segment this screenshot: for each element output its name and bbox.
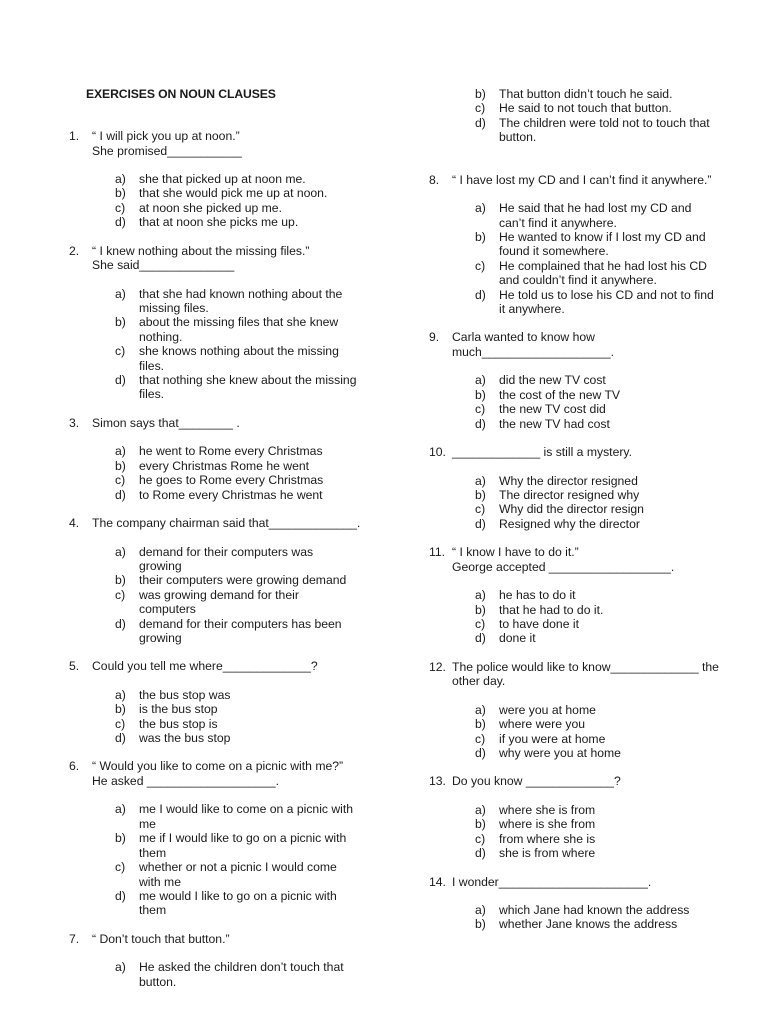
question [69, 932, 369, 989]
answer-option [115, 702, 359, 716]
option-letter: b) [115, 315, 126, 330]
option-text: Why the director resigned [499, 473, 638, 488]
option-letter: d) [475, 287, 486, 302]
question-number: 10. [429, 445, 446, 459]
option-letter: c) [115, 200, 126, 215]
option-letter: a) [115, 544, 126, 559]
answer-option [115, 459, 359, 473]
answer-option [475, 846, 719, 860]
options-list [475, 373, 729, 431]
option-text: he has to do it [499, 588, 576, 603]
option-text: to Rome every Christmas he went [139, 487, 323, 502]
answer-option [475, 917, 719, 931]
option-letter: c) [475, 502, 486, 517]
option-letter: d) [115, 731, 126, 746]
option-text: The director resigned why [499, 487, 640, 502]
option-text: to have done it [499, 616, 579, 631]
question-number: 2. [69, 243, 80, 258]
option-letter: d) [475, 516, 486, 531]
question [69, 516, 369, 645]
option-text: that she would pick me up at noon. [139, 186, 328, 201]
option-letter: c) [475, 731, 486, 746]
option-letter: c) [115, 716, 126, 731]
answer-option [475, 703, 719, 717]
answer-option [475, 502, 719, 516]
answer-option [115, 444, 359, 458]
option-text: Resigned why the director [499, 516, 640, 531]
answer-option [475, 373, 719, 387]
answer-option [115, 588, 359, 617]
option-text: Why did the director resign [499, 502, 644, 517]
option-letter: b) [115, 573, 126, 588]
option-letter: b) [475, 717, 486, 732]
option-letter: b) [475, 87, 486, 101]
option-letter: a) [475, 588, 486, 603]
answer-option [115, 172, 359, 186]
answer-option [475, 402, 719, 416]
answer-option [475, 101, 719, 115]
answer-option [475, 732, 719, 746]
answer-option [475, 517, 719, 531]
answer-option [475, 746, 719, 760]
option-text: where is she from [499, 817, 596, 832]
question [69, 759, 369, 917]
option-letter: c) [475, 258, 486, 273]
options-list [115, 688, 369, 746]
question [429, 445, 729, 531]
option-text: He wanted to know if I lost my CD and found it somewhere. [499, 229, 706, 259]
answer-option [475, 474, 719, 488]
option-text: where were you [499, 717, 586, 732]
answer-option [475, 588, 719, 602]
option-letter: a) [115, 687, 126, 702]
option-letter: a) [115, 960, 126, 975]
question-text: “ Would you like to come on a picnic with me?” He asked ___________________. [92, 759, 344, 788]
option-text: He said that he had lost my CD and can’t find it anywhere. [499, 201, 692, 230]
option-letter: a) [475, 473, 486, 488]
option-letter: b) [475, 917, 486, 932]
option-text: The children were told not to touch that button. [499, 115, 710, 145]
question-number: 9. [429, 330, 440, 345]
option-text: He complained that he had lost his CD and couldn’t find it anywhere. [499, 258, 707, 288]
option-text: were you at home [499, 702, 596, 717]
option-text: she knows nothing about the missing files. [139, 344, 339, 373]
answer-option [475, 388, 719, 402]
continued-options [475, 87, 729, 145]
option-letter: d) [475, 416, 486, 431]
left-column [69, 129, 369, 989]
option-letter: c) [475, 101, 486, 116]
answer-option [475, 817, 719, 831]
question [429, 875, 729, 932]
answer-option [115, 831, 359, 860]
question-number: 1. [69, 129, 80, 143]
question [69, 129, 369, 230]
answer-option [115, 201, 359, 215]
option-text: that he had to do it. [499, 602, 604, 617]
option-text: did the new TV cost [499, 373, 606, 388]
options-list [115, 444, 369, 502]
option-text: that nothing she knew about the missing files. [139, 373, 357, 402]
question-number: 6. [69, 759, 80, 774]
option-letter: b) [475, 229, 486, 244]
option-text: the bus stop is [139, 716, 218, 731]
option-text: at noon she picked up me. [139, 200, 282, 215]
question-text: Could you tell me where_____________? [92, 659, 318, 674]
options-list [475, 803, 729, 861]
option-text: she that picked up at noon me. [139, 172, 306, 186]
answer-option [475, 617, 719, 631]
option-text: whether Jane knows the address [499, 917, 678, 932]
options-list [475, 201, 729, 316]
answer-option [475, 288, 719, 317]
option-text: whether or not a picnic I would come with me [139, 860, 337, 889]
options-list [115, 545, 369, 646]
answer-option [475, 832, 719, 846]
question [69, 244, 369, 402]
question [69, 416, 369, 502]
options-list [115, 287, 369, 402]
options-list [115, 802, 369, 917]
answer-option [115, 215, 359, 229]
option-text: she is from where [499, 846, 596, 861]
options-list [115, 172, 369, 230]
option-letter: d) [115, 373, 126, 388]
option-letter: a) [115, 444, 126, 459]
option-text: why were you at home [499, 745, 621, 760]
answer-option [475, 259, 719, 288]
question-number: 7. [69, 931, 80, 946]
question-number: 4. [69, 516, 80, 530]
question-text: “ I have lost my CD and I can’t find it anywhere.” [452, 172, 712, 187]
option-text: the new TV had cost [499, 416, 610, 431]
option-text: is the bus stop [139, 702, 218, 717]
option-text: That button didn’t touch he said. [499, 87, 673, 101]
options-list [115, 960, 369, 989]
question [429, 660, 729, 761]
answer-option [115, 573, 359, 587]
answer-option [115, 545, 359, 574]
question-number: 14. [429, 874, 446, 889]
options-list [475, 588, 729, 646]
question-text: “ I know I have to do it.” George accepted __________________. [452, 545, 675, 574]
option-text: was the bus stop [139, 731, 231, 746]
answer-option [115, 373, 359, 402]
answer-option [475, 87, 719, 101]
option-letter: b) [115, 186, 126, 201]
answer-option [115, 731, 359, 745]
option-text: that at noon she picks me up. [139, 215, 299, 230]
answer-option [115, 488, 359, 502]
option-text: if you were at home [499, 731, 606, 746]
option-letter: d) [475, 631, 486, 646]
question [429, 330, 729, 431]
question-number: 12. [429, 659, 446, 674]
option-letter: a) [475, 201, 486, 216]
answer-option [475, 417, 719, 431]
option-text: the new TV cost did [499, 402, 606, 417]
option-text: he goes to Rome every Christmas [139, 473, 324, 488]
answer-option [475, 116, 719, 145]
answer-option [115, 802, 359, 831]
answer-option [115, 186, 359, 200]
right-questions [429, 173, 729, 932]
answer-option [475, 803, 719, 817]
answer-option [115, 960, 359, 989]
option-letter: d) [475, 745, 486, 760]
question-text: Do you know _____________? [452, 774, 621, 789]
option-text: every Christmas Rome he went [139, 458, 310, 473]
option-text: done it [499, 631, 536, 646]
option-text: the bus stop was [139, 687, 231, 702]
answer-option [115, 688, 359, 702]
question-text: I wonder______________________. [452, 874, 652, 889]
question [69, 659, 369, 745]
question-number: 11. [429, 545, 446, 560]
answer-option [475, 230, 719, 259]
answer-option [115, 473, 359, 487]
answer-option [475, 903, 719, 917]
question-number: 13. [429, 774, 446, 789]
option-letter: b) [475, 487, 486, 502]
option-letter: a) [115, 802, 126, 817]
option-text: which Jane had known the address [499, 903, 690, 917]
option-letter: b) [115, 458, 126, 473]
answer-option [475, 631, 719, 645]
question [429, 774, 729, 860]
option-letter: a) [475, 802, 486, 817]
question-number: 3. [69, 415, 80, 430]
option-text: about the missing files that she knew nothing. [139, 315, 339, 344]
option-letter: b) [475, 602, 486, 617]
option-letter: a) [475, 373, 486, 388]
option-letter: d) [115, 487, 126, 502]
option-letter: c) [475, 402, 486, 417]
option-text: me if I would like to go on a picnic with them [139, 831, 347, 860]
question-text: “ I knew nothing about the missing files.” She said______________ [92, 243, 310, 273]
options-list [475, 703, 729, 761]
option-letter: c) [115, 344, 126, 359]
option-text: me would I like to go on a picnic with them [139, 888, 337, 918]
option-text: He said to not touch that button. [499, 101, 672, 116]
option-text: their computers were growing demand [139, 573, 347, 588]
option-text: that she had known nothing about the missing files. [139, 286, 343, 316]
question-text: Simon says that________ . [92, 415, 240, 430]
answer-option [115, 344, 359, 373]
option-letter: c) [115, 587, 126, 602]
option-text: demand for their computers has been growing [139, 616, 342, 645]
option-text: He asked the children don’t touch that button. [139, 960, 344, 989]
question-text: _____________ is still a mystery. [452, 445, 632, 459]
option-text: where she is from [499, 802, 596, 817]
option-text: me I would like to come on a picnic with me [139, 802, 354, 831]
question-number: 8. [429, 172, 440, 187]
question-text: “ I will pick you up at noon.” She promised___________ [92, 129, 242, 158]
answer-option [475, 201, 719, 230]
question [429, 173, 729, 317]
option-letter: a) [475, 702, 486, 717]
options-list [475, 474, 729, 532]
option-text: He told us to lose his CD and not to find it anywhere. [499, 287, 714, 316]
option-letter: d) [115, 888, 126, 903]
option-letter: b) [115, 831, 126, 846]
option-text: the cost of the new TV [499, 387, 621, 402]
option-text: demand for their computers was growing [139, 544, 314, 573]
question-text: The police would like to know_____________ the other day. [452, 659, 719, 689]
option-letter: d) [475, 846, 486, 861]
answer-option [115, 315, 359, 344]
question [429, 545, 729, 646]
option-letter: d) [475, 115, 486, 130]
question-text: “ Don’t touch that button.” [92, 931, 230, 946]
answer-option [115, 889, 359, 918]
question-number: 5. [69, 659, 80, 674]
option-letter: c) [475, 616, 486, 631]
option-letter: a) [115, 286, 126, 301]
answer-option [115, 860, 359, 889]
answer-option [115, 717, 359, 731]
option-letter: b) [115, 702, 126, 717]
answer-option [475, 488, 719, 502]
options-list [475, 903, 729, 932]
option-letter: d) [115, 616, 126, 631]
option-text: he went to Rome every Christmas [139, 444, 323, 459]
option-letter: a) [475, 903, 486, 917]
option-letter: b) [475, 387, 486, 402]
option-text: from where she is [499, 831, 596, 846]
option-letter: a) [115, 172, 126, 186]
answer-option [115, 617, 359, 646]
option-text: was growing demand for their computers [139, 587, 299, 617]
question-text: The company chairman said that_____________. [92, 516, 361, 530]
question-text: Carla wanted to know how much___________________. [452, 330, 614, 359]
answer-option [115, 287, 359, 316]
page-title: EXERCISES ON NOUN CLAUSES [86, 87, 276, 101]
right-column [429, 87, 729, 932]
option-letter: b) [475, 817, 486, 832]
option-letter: c) [115, 473, 126, 488]
option-letter: c) [115, 860, 126, 875]
answer-option [475, 717, 719, 731]
option-letter: c) [475, 831, 486, 846]
option-letter: d) [115, 215, 126, 230]
answer-option [475, 603, 719, 617]
